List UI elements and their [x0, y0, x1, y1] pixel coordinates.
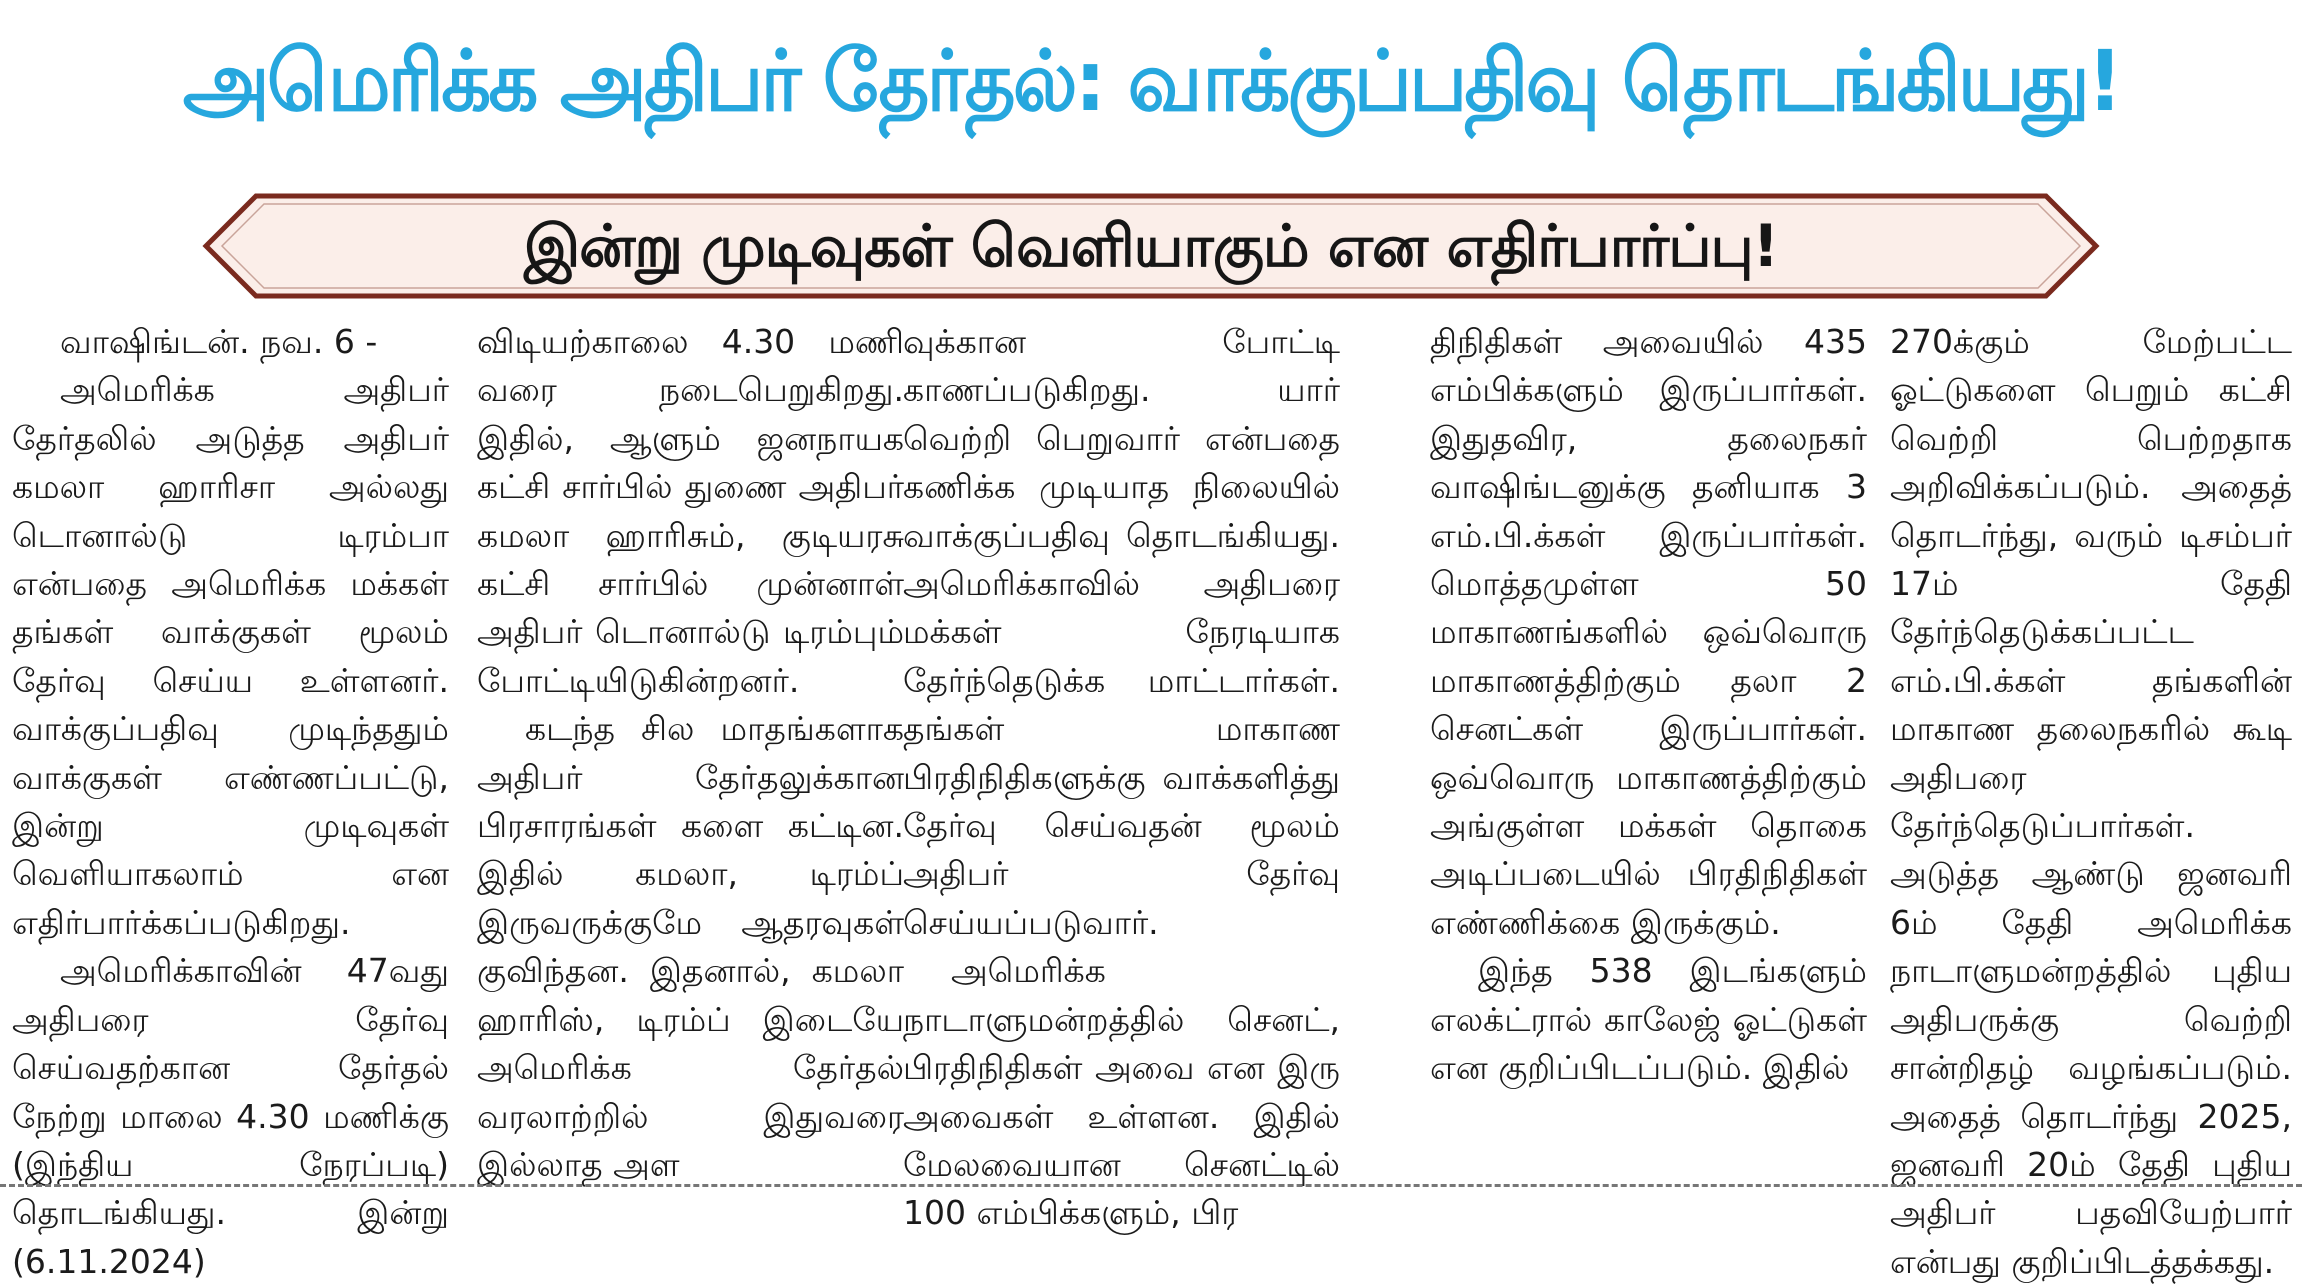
headline-text: அமெரிக்க அதிபர் தேர்தல்: வாக்குப்பதிவு தொடங்கியது! [182, 32, 2120, 130]
bottom-dashed-divider [0, 1184, 2302, 1187]
article-column-1 [12, 318, 449, 1281]
article-paragraph: அமெரிக்க நாடாளுமன்றத்தில் செனட், பிரதிநிதிகள் அவை என இரு அவைகள் உள்ளன. இதில் மேலவையான செனட்டில் 100 எம்பிக்களும், பிர [903, 951, 1340, 1233]
article-paragraph: கடந்த சில மாதங்களாக அதிபர் தேர்தலுக்கான பிரசாரங்கள் களை கட்டின. இதில் கமலா, டிரம்ப் இருவருக்குமே ஆதரவுகள் குவிந்தன. இதனால், கமலா ஹாரிஸ், டிரம்ப் இடையே அமெரிக்க தேர்தல் வரலாற்றில் இதுவரை இல்லாத அள [477, 709, 904, 1184]
article-paragraph: திநிதிகள் அவையில் 435 எம்பிக்களும் இருப்பார்கள். இதுதவிர, தலைநகர் வாஷிங்டனுக்கு தனியாக 3 எம்.பி.க்கள் இருப்பார்கள். மொத்தமுள்ள 50 மாகாணங்களில் ஒவ்வொரு மாகாணத்திற்கும் தலா 2 செனட்கள் இருப்பார்கள். ஒவ்வொரு மாகாணத்திற்கும் அங்குள்ள மக்கள் தொகை அடிப்படையில் பிரதிநிதிகள் எண்ணிக்கை இருக்கும். [1430, 322, 1867, 942]
article-paragraph: 270க்கும் மேற்பட்ட ஓட்டுகளை பெறும் கட்சி வெற்றி பெற்றதாக அறிவிக்கப்படும். அதைத் தொடர்ந்து, வரும் டிசம்பர் 17ம் தேதி தேர்ந்தெடுக்கப்பட்ட எம்.பி.க்கள் தங்களின் மாகாண தலைநகரில் கூடி அதிபரை தேர்ந்தெடுப்பார்கள். அடுத்த ஆண்டு ஜனவரி 6ம் தேதி அமெரிக்க நாடாளுமன்றத்தில் புதிய அதிபருக்கு வெற்றி சான்றிதழ் வழங்கப்படும். அதைத் தொடர்ந்து 2025, ஜனவரி 20ம் தேதி புதிய அதிபர் பதவியேற்பார் என்பது குறிப்பிடத்தக்கது. [1890, 322, 2292, 1281]
article-column-2 [477, 318, 904, 1184]
subheadline-text: இன்று முடிவுகள் வெளியாகும் என எதிர்பார்ப்பு! [523, 212, 1779, 280]
article-paragraph: வுக்கான போட்டி காணப்படுகிறது. யார் வெற்றி பெறுவார் என்பதை கணிக்க முடியாத நிலையில் வாக்குப்பதிவு தொடங்கியது. அமெரிக்காவில் அதிபரை மக்கள் நேரடியாக தேர்ந்தெடுக்க மாட்டார்கள். தங்கள் மாகாண பிரதிநிதிகளுக்கு வாக்களித்து தேர்வு செய்வதன் மூலம் அதிபர் தேர்வு செய்யப்படுவார். [903, 322, 1340, 942]
article-paragraph: விடியற்காலை 4.30 மணி வரை நடைபெறுகிறது. இதில், ஆளும் ஜனநாயக கட்சி சார்பில் துணை அதிபர் கமலா ஹாரிசும், குடியரசு கட்சி சார்பில் முன்னாள் அதிபர் டொனால்டு டிரம்பும் போட்டியிடுகின்றனர். [477, 322, 904, 700]
article-column-4 [1430, 318, 1867, 1178]
article-column-5 [1890, 318, 2292, 1281]
article-paragraph: அமெரிக்க அதிபர் தேர்தலில் அடுத்த அதிபர் கமலா ஹாரிசா அல்லது டொனால்டு டிரம்பா என்பதை அமெரிக்க மக்கள் தங்கள் வாக்குகள் மூலம் தேர்வு செய்ய உள்ளனர். வாக்குப்பதிவு முடிந்ததும் வாக்குகள் எண்ணப்பட்டு, இன்று முடிவுகள் வெளியாகலாம் என எதிர்பார்க்கப்படுகிறது. [12, 370, 449, 942]
headline [0, 6, 2302, 156]
dateline: வாஷிங்டன். நவ. 6 - [60, 322, 378, 361]
article-body [0, 318, 2302, 1281]
article-column-3 [903, 318, 1340, 1233]
subheadline-banner [200, 190, 2102, 302]
article-paragraph: அமெரிக்காவின் 47வது அதிபரை தேர்வு செய்வதற்கான தேர்தல் நேற்று மாலை 4.30 மணிக்கு (இந்திய நேரப்படி) தொடங்கியது. இன்று (6.11.2024) [12, 951, 449, 1281]
article-paragraph: இந்த 538 இடங்களும் எலக்ட்ரால் காலேஜ் ஓட்டுகள் என குறிப்பிடப்படும். இதில் [1430, 951, 1867, 1088]
